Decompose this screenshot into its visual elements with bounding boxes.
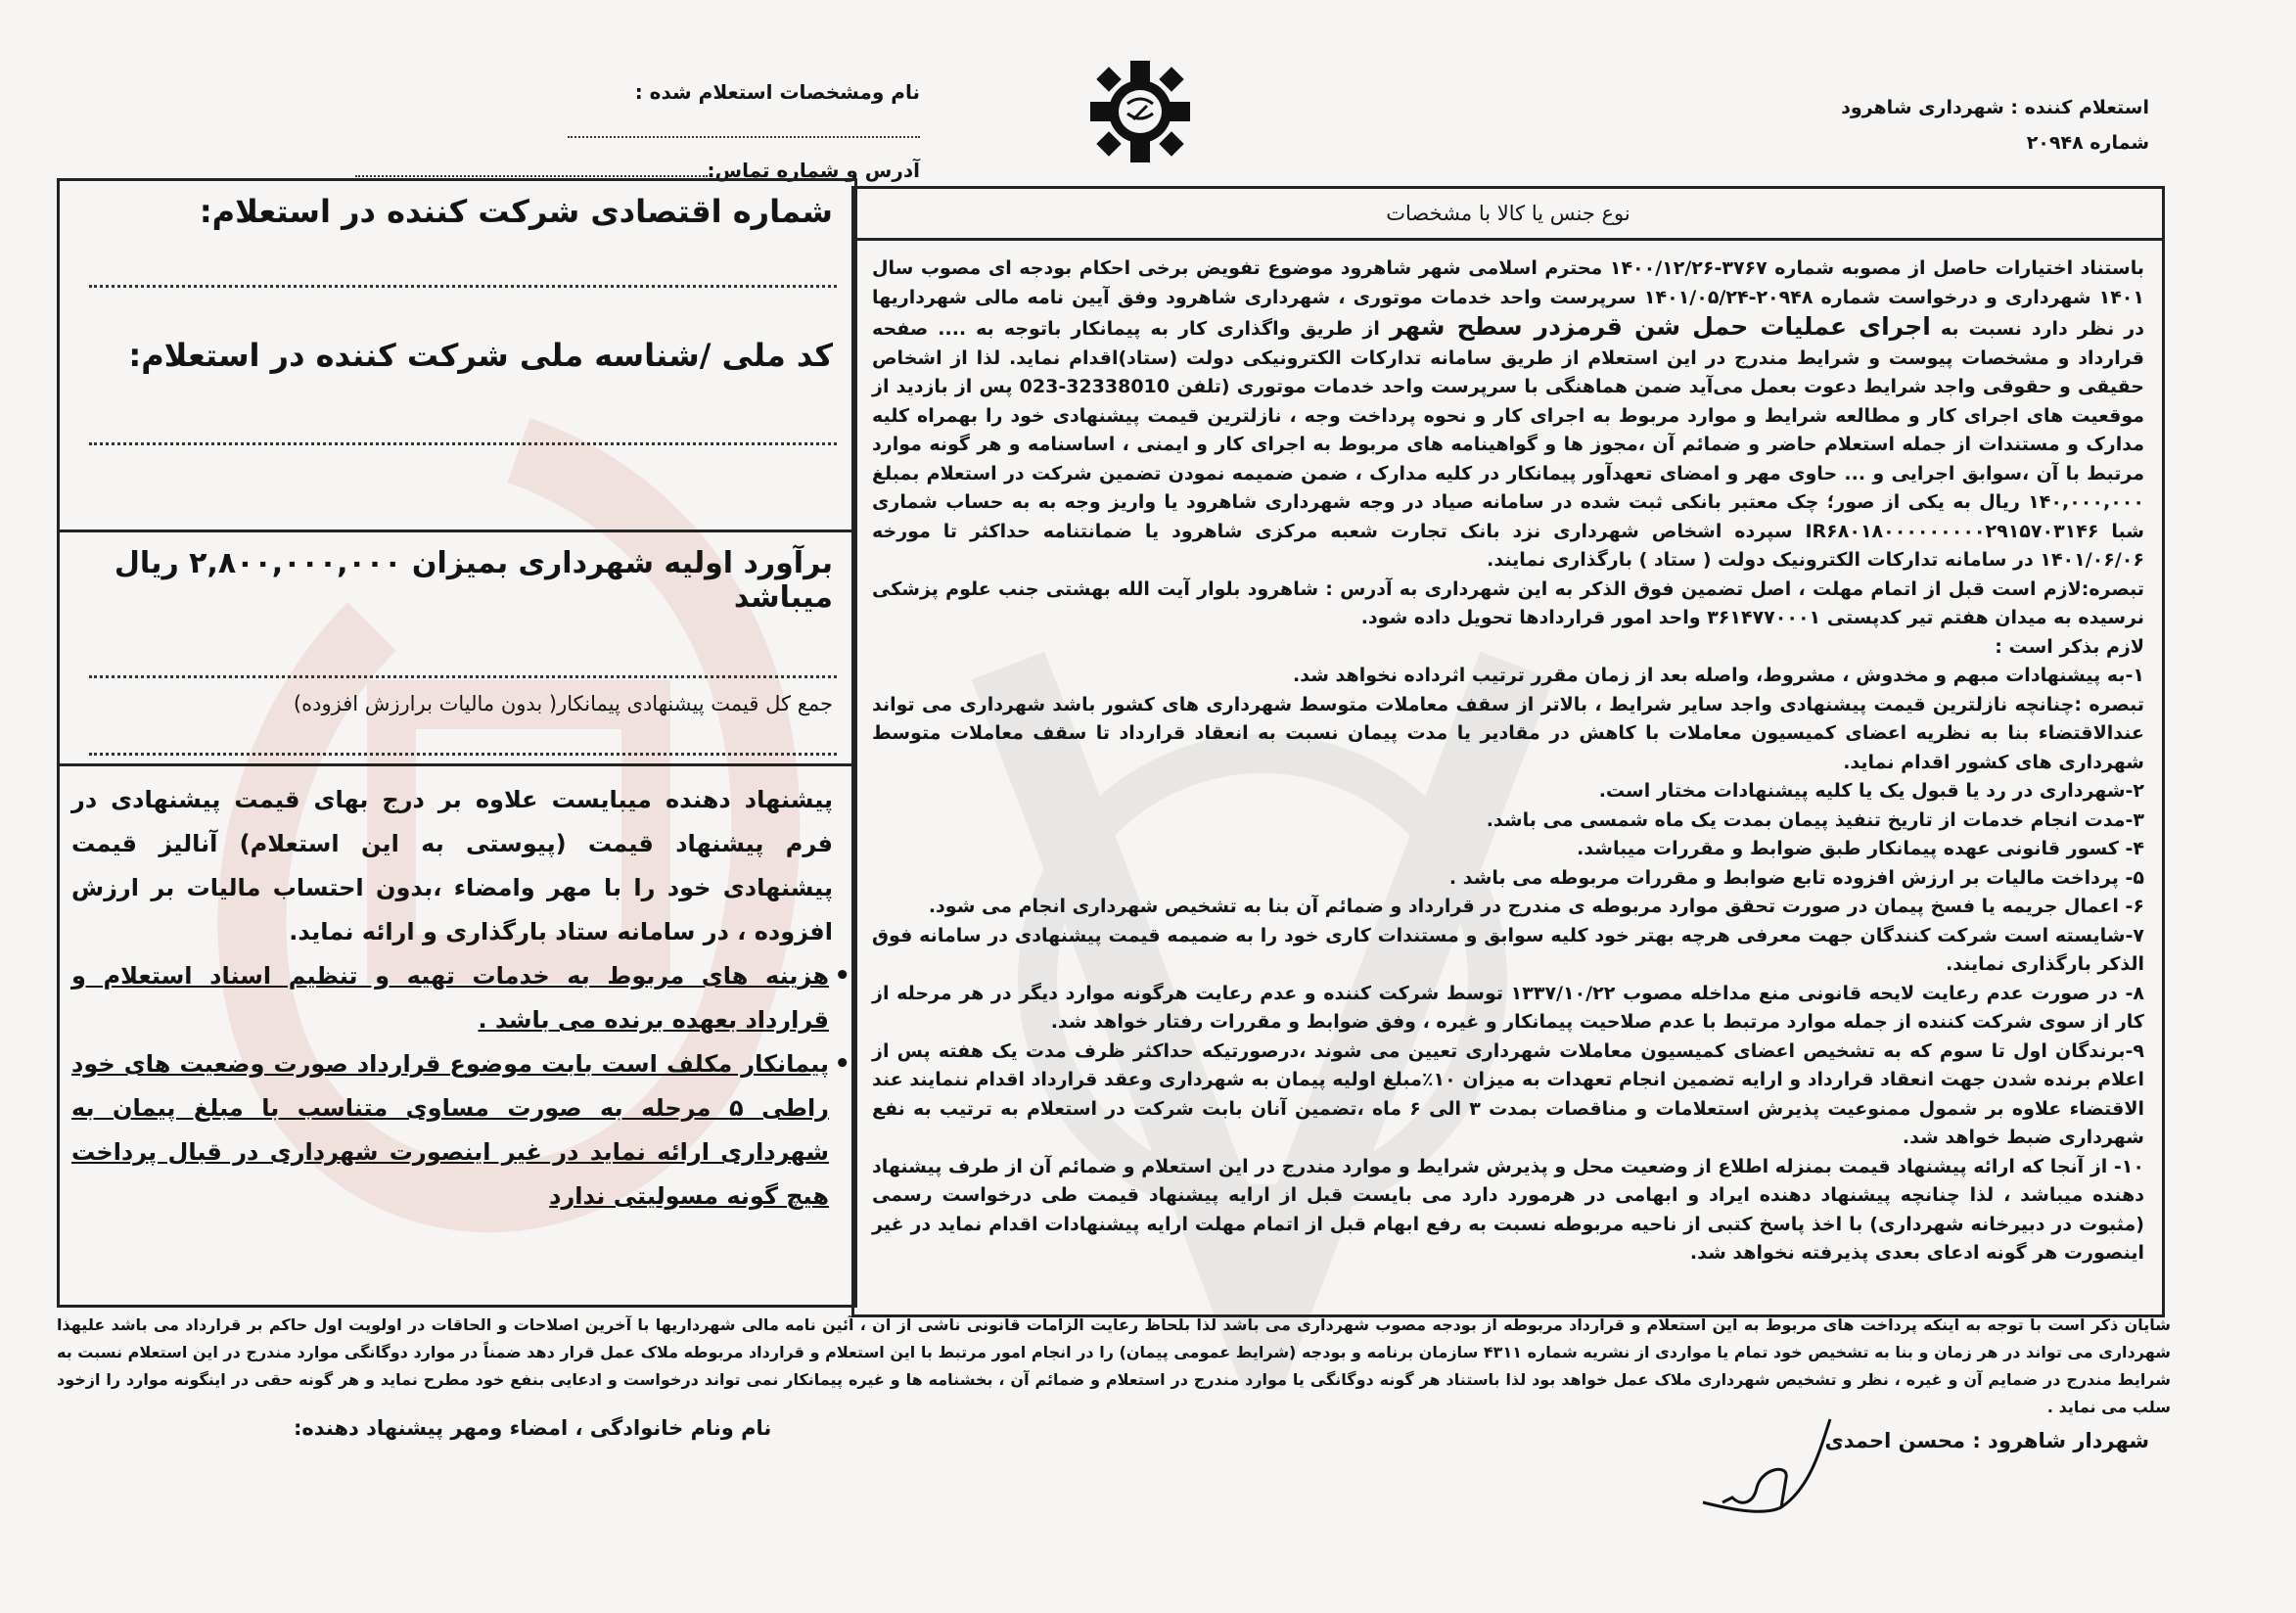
condition-item: ۳-مدت انجام خدمات از تاریخ تنفیذ پیمان بمدت یک ماه شمسی می باشد.	[1486, 808, 2144, 831]
municipality-logo-icon	[1086, 55, 1194, 167]
subject-highlight: اجرای عملیات حمل شن قرمزدر سطح شهر	[1389, 312, 1931, 341]
economic-code-field[interactable]	[89, 230, 837, 288]
bidder-signature-label: نام ونام خانوادگی ، امضاء ومهر پیشنهاد دهنده:	[294, 1416, 772, 1440]
estimate-dotline	[89, 615, 837, 678]
bullet-fees: • هزینه های مربوط به خدمات تهیه و تنظیم اسناد استعلام و قرارداد بعهده برنده می باشد .	[60, 954, 854, 1042]
total-price-field[interactable]	[89, 715, 837, 756]
condition-item: ۱۰- از آنجا که ارائه پیشنهاد قیمت بمنزله اطلاع از وضعیت محل و پذیرش شرایط و موارد مندرج در این استعلام و ضمائم آن از طرف پیشنهاد دهنده میباشد ، لذا چنانچه پیشنهاد دهنده ایراد و ابهامی در هرمورد دارد می بایست قبل از ارایه پیشنهاد قیمت طی درخواست رسمی (مثبوت در دبیرخانه شهرداری) با اخذ پاسخ کتبی از ناحیه مربوطه نسبت به رفع ابهام قبل از اتمام مهلت ارایه پیشنهادات اقدام نماید در غیر اینصورت هر گونه ادعای بعدی پذیرفته نخواهد شد.	[872, 1155, 2144, 1264]
condition-item: ۷-شایسته است شرکت کنندگان جهت معرفی هرچه بهتر خود کلیه سوابق و مستندات کاری خود را به ضمیمه قیمت پیشنهادی در سامانه فوق الذکر بارگذاری نمایند.	[872, 924, 2144, 975]
header-recipient	[294, 72, 920, 190]
bullet-payment-stages: • پیمانکار مکلف است بابت موضوع قرارداد صورت وضعیت های خود راطی ۵ مرحله به صورت مساوی متناسب با مبلغ پیمان به شهرداری ارائه نماید در غیر اینصورت شهرداری در قبال پرداخت هیچ گونه مسولیتی ندارد	[60, 1042, 854, 1219]
mayor-signature	[1664, 1409, 1860, 1527]
condition-item: ۴- کسور قانونی عهده پیمانکار طبق ضوابط و مقررات میباشد.	[1577, 838, 2144, 859]
national-id-title: کد ملی /شناسه ملی شرکت کننده در استعلام:	[128, 337, 833, 374]
total-price-label: جمع کل قیمت پیشنهادی پیمانکار( بدون مالیات برارزش افزوده)	[293, 692, 833, 715]
condition-item: تبصره :چنانچه نازلترین قیمت پیشنهادی واجد سایر شرایط ، بالاتر از سقف معاملات متوسط شهرداری های کشور باشد شهرداری می تواند عندالاقتضاء بنا به نظریه اعضای کمیسیون معاملات با کاهش در مقادیر یا مدت پیمان نسبت به انعقاد قرارداد تا سقف معاملات متوسط شهرداری های کشور اقدام نماید.	[872, 693, 2144, 773]
intro-text-rest: از طریق واگذاری کار به پیمانکار باتوجه به .... صفحه قرارداد و مشخصات پیوست و شرایط مندرج در این استعلام از طریق سامانه تدارکات الکترونیکی دولت (ستاد)اقدام نماید. لذا از اشخاص حقیقی و حقوقی واجد شرایط دعوت بعمل می‌آید ضمن هماهنگی با سرپرست واحد خدمات موتوری (تلفن 32338010-023 پس از بازدید از موقعیت های اجرای کار و مطالعه شرایط و موارد مربوط به اجرای کار و نحوه پرداخت وجه ، نازلترین قیمت پیشنهادی خود را بهمراه کلیه مدارک و مستندات از جمله استعلام حاضر و ضمائم آن ،مجوز ها و گواهینامه های مربوط به اجرای کار و ایمنی ، اساسنامه و هر گونه موارد مرتبط با آن ،سوابق اجرایی و ... حاوی مهر و امضای تعهدآور پیمانکار در کلیه مدارک ، ضمن ضمیمه نمودن تضمین شرکت در استعلام بمبلغ ۱۴۰,۰۰۰,۰۰۰ ریال به یکی از صور؛ چک معتبر بانکی ثبت شده در سامانه صیاد در وجه شهرداری شاهرود یا واریز وجه به به حساب شماری شبا IR۶۸۰۱۸۰۰۰۰۰۰۰۰۰۲۹۱۵۷۰۳۱۴۶ سپرده اشخاص شهرداری نزد بانک تجارت شعبه مرکزی شاهرود یا ضمانتنامه حداکثر تا مورخه ۱۴۰۱/۰۶/۰۶ در سامانه تدارکات الکترونیک دولت ( ستاد ) بارگذاری نمایند.	[872, 318, 2144, 571]
recipient-name-line	[568, 122, 920, 138]
conditions-heading: لازم بذکر است :	[1995, 635, 2144, 658]
condition-item: ۸- در صورت عدم رعایت لایحه قانونی منع مداخله مصوب ۱۳۳۷/۱۰/۲۲ توسط شرکت کننده و عدم رعایت هرگونه موارد دیگر در هر مرحله از کار از سوی شرکت کننده از جمله موارد مرتبط با عدم صلاحیت پیمانکار و غیره ، وفق ضوابط و مقررات رفتار خواهد شد.	[872, 982, 2144, 1033]
inquirer-label: استعلام کننده : شهرداری شاهرود	[1841, 97, 2149, 118]
estimate-section	[60, 532, 854, 766]
mayor-label: شهردار شاهرود : محسن احمدی	[1824, 1429, 2149, 1452]
condition-item: ۲-شهرداری در رد یا قبول یک یا کلیه پیشنهادات مختار است.	[1598, 780, 2144, 802]
intro-text: باستناد اختیارات حاصل از مصوبه شماره ۳۷۶۷-۱۴۰۰/۱۲/۲۶ محترم اسلامی شهر شاهرود موضوع تفویض برخی احکام بودجه ای مصوب سال ۱۴۰۱ شهرداری و درخواست شماره ۲۰۹۴۸-۱۴۰۱/۰۵/۲۴ سرپرست واحد خدمات موتوری ، شهرداری شاهرود وفق آیین نامه مالی شهرداریها در نظر دارد نسبت به	[872, 257, 2144, 340]
national-id-field[interactable]	[89, 374, 837, 445]
condition-item: ۶- اعمال جریمه یا فسخ پیمان در صورت تحقق موارد مربوطه ی مندرج در قرارداد و ضمائم آن بنا به تشخیص شهرداری انجام می شود.	[928, 896, 2144, 917]
recipient-address-label: آدرس و شماره تماس:	[707, 159, 920, 182]
recipient-address-line	[355, 161, 708, 177]
intro-paragraph	[872, 254, 2144, 576]
condition-item: ۵- پرداخت مالیات بر ارزش افزوده تابع ضوابط و مقررات مربوطه می باشد .	[1448, 866, 2144, 889]
condition-item: ۹-برندگان اول تا سوم که به تشخیص اعضای کمیسیون معاملات شهرداری تعیین می شوند ،درصورتیکه حداکثر ظرف مدت یک هفته پس از اعلام برنده شدن جهت انعقاد قرارداد و ارایه تضمین انجام تعهدات به میزان ۱۰٪مبلغ اولیه پیمان به شهرداری وعقد قرارداد اقدام ننمایند عند الاقتضاء علاوه بر شمول ممنوعیت پذیرش استعلامات و مناقصات بمدت ۳ الی ۶ ماه ،تضمین آنان بابت شرکت در استعلام به ترتیب به نفع شهرداری ضبط خواهد شد.	[872, 1039, 2145, 1148]
instructions-section	[60, 766, 854, 1219]
header-inquirer	[1841, 90, 2149, 161]
header	[0, 0, 2296, 182]
recipient-name-label: نام ومشخصات استعلام شده :	[634, 80, 920, 104]
instructions-text: پیشنهاد دهنده میبایست علاوه بر درج بهای قیمت پیشنهادی در فرم پیشنهاد قیمت (پیوستی به این استعلام) آنالیز قیمت پیشنهادی خود را با مهر وامضاء ،بدون احتساب مالیات بر ارزش افزوده ، در سامانه ستاد بارگذاری و ارائه نماید.	[71, 786, 833, 945]
bidder-ids-section	[60, 181, 854, 532]
specification-heading: نوع جنس یا کالا با مشخصات	[854, 189, 2162, 241]
specification-body	[854, 241, 2162, 1268]
letter-number: شماره ۲۰۹۴۸	[2026, 132, 2149, 154]
guarantee-note: تبصره:لازم است قبل از اتمام مهلت ، اصل تضمین فوق الذکر به این شهرداری به آدرس : شاهرود بلوار آیت الله بهشتی جنب علوم پزشکی نرسیده به میدان هفتم تیر کدپستی ۳۶۱۴۷۷۰۰۰۱ واحد امور قراردادها تحویل داده شود.	[872, 577, 2144, 628]
economic-code-title: شماره اقتصادی شرکت کننده در استعلام:	[199, 193, 833, 230]
legal-footnote: شایان ذکر است با توجه به اینکه پرداخت های مربوط به این استعلام و قرارداد مربوطه از بودجه مصوب شهرداری می باشد لذا بلحاظ رعایت الزامات قانونی ناشی از آن ، آئین نامه مالی شهرداریها با آخرین اصلاحات و الحاقات در اولویت اول حاکم بر قرارداد می باشد علیهذا شهرداری می تواند در هر زمان و بنا به تشخیص خود تمام یا مواردی از نشریه شماره ۴۳۱۱ سازمان برنامه و بودجه (شرایط عمومی پیمان) را در انجام امور مرتبط با این استعلام و قرارداد مربوطه ملاک عمل قرار دهد ضمناً در موارد دوگانگی موارد مندرج در این استعلام نسبت به شرایط مندرج در ضمایم آن و غیره ، نظر و تشخیص شهرداری ملاک عمل خواهد بود لذا باستناد هر گونه دوگانگی یا موارد مندرج در استعلام و ضمائم آن ، بخشنامه ها و غیره پیمانکار نمی تواند درخواست و ادعایی بنفع خود مطرح نماید و هر گونه حقی در اینگونه موارد را ازخود سلب می نماید .	[57, 1315, 2172, 1416]
specification-panel	[851, 186, 2165, 1317]
condition-item: ۱-به پیشنهادات مبهم و مخدوش ، مشروط، واصله بعد از زمان مقرر ترتیب اثرداده نخواهد شد.	[1293, 665, 2144, 686]
bidder-panel	[57, 178, 857, 1308]
estimate-text: برآورد اولیه شهرداری بمیزان ۲,۸۰۰,۰۰۰,۰۰۰ ریال میباشد	[114, 546, 833, 615]
